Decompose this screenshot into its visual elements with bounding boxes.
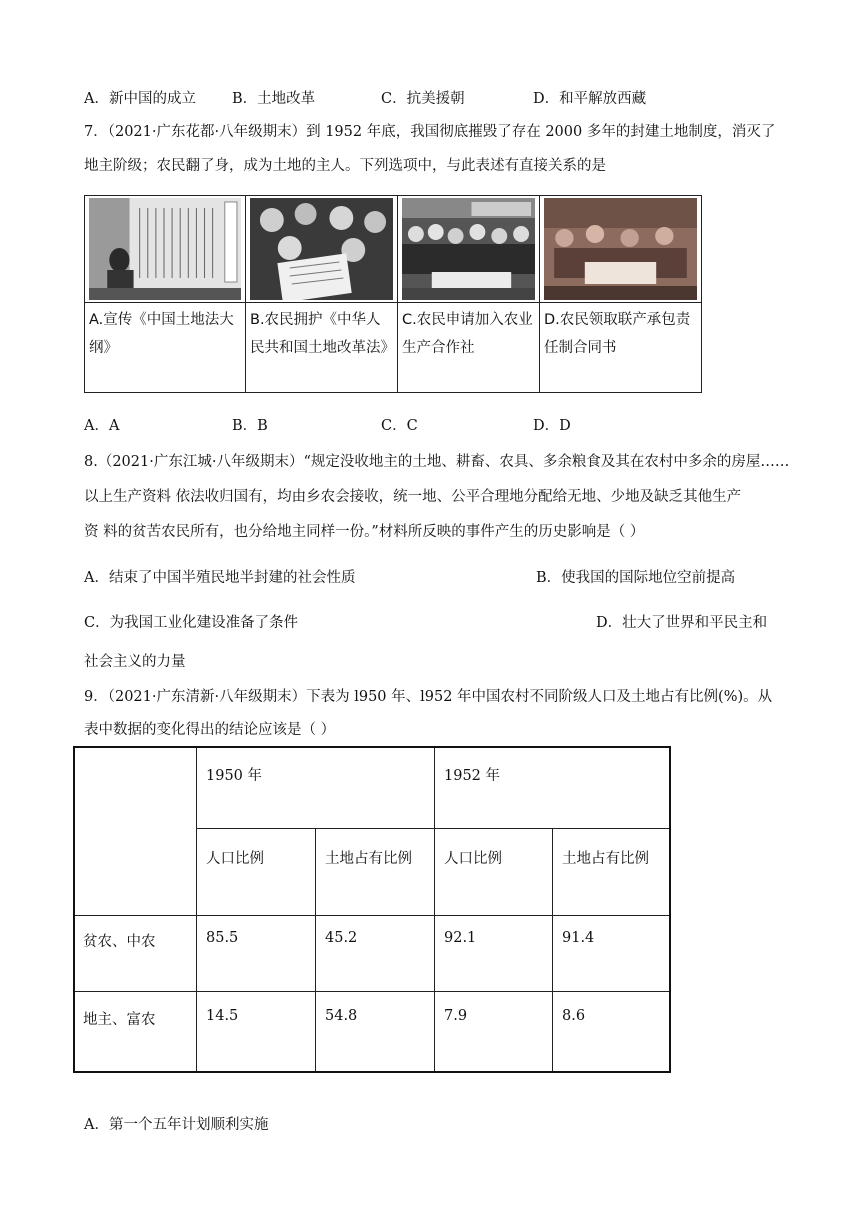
table-cell: 85.5 [206,930,239,946]
q7-option-a: A．A [84,418,120,434]
header-year-1952: 1952 年 [444,768,501,784]
q7-image-cell-a [85,196,246,392]
q8-option-b: B．使我国的国际地位空前提高 [536,570,736,586]
q6-option-b: B．土地改革 [232,91,316,107]
q7-caption-d: D.农民领取联产承包责任制合同书 [544,312,691,356]
table-hline [196,828,669,829]
q6-option-c: C．抗美援朝 [381,91,465,107]
q8-option-c: C．为我国工业化建设准备了条件 [84,615,299,631]
q7-option-d: D．D [533,418,571,434]
q7-stem-line2: 地主阶级；农民翻了身，成为土地的主人。下列选项中，与此表述有直接关系的是 [84,158,606,174]
q7-caption-c: C.农民申请加入农业生产合作社 [402,312,533,356]
q9-stem-line2: 表中数据的变化得出的结论应该是（ ） [84,722,336,738]
table-cell: 92.1 [444,930,477,946]
meeting-photo-icon [402,198,535,300]
table-cell: 14.5 [206,1008,239,1024]
q8-stem-line3: 资 料的贫苦农民所有，也分给地主同样一份。”材料所反映的事件产生的历史影响是（ ） [84,524,645,540]
table-cell: 54.8 [325,1008,358,1024]
q9-stem-line1: 9．（2021·广东清新·八年级期末）下表为 l950 年、l952 年中国农村不同阶级人口及土地占有比例(%)。从 [84,689,773,705]
q6-option-d: D．和平解放西藏 [533,91,647,107]
signing-photo-icon [544,198,697,300]
q7-stem-line1: 7．（2021·广东花都·八年级期末）到 1952 年底，我国彻底摧毁了存在 2000 多年的封建土地制度，消灭了 [84,124,776,140]
table-cell: 7.9 [444,1008,468,1024]
table-hline [75,915,669,916]
subheader-cell: 土地占有比例 [325,851,412,867]
subheader-cell: 土地占有比例 [562,851,649,867]
table-hline [75,991,669,992]
poster-photo-icon [89,198,241,300]
q6-option-a: A．新中国的成立 [84,91,196,107]
q8-option-d: D．壮大了世界和平民主和 [596,615,768,631]
q8-option-a: A．结束了中国半殖民地半封建的社会性质 [84,570,356,586]
q7-option-b: B．B [232,418,268,434]
q9-data-table [73,746,671,1073]
q8-option-d-continued: 社会主义的力量 [84,654,186,670]
q7-option-c: C．C [381,418,418,434]
subheader-cell: 人口比例 [444,851,502,867]
q8-stem-line2: 以上生产资料 依法收归国有，均由乡农会接收，统一地、公平合理地分配给无地、少地及缺乏其他生产 [84,489,742,505]
q7-image-options-table [84,195,702,393]
table-cell: 91.4 [562,930,595,946]
table-vline [552,828,553,1071]
q7-caption-b: B.农民拥护《中华人民共和国土地改革法》 [250,312,395,356]
q7-image-cell-d [540,196,701,392]
table-vline [315,828,316,1071]
q9-option-a: A．第一个五年计划顺利实施 [84,1117,269,1133]
q7-image-cell-b [246,196,398,392]
subheader-cell: 人口比例 [206,851,264,867]
q8-stem-line1: 8.（2021·广东江城·八年级期末）“规定没收地主的土地、耕畜、农具、多余粮食及其在农村中多余的房屋…… [84,454,790,470]
q7-image-cell-c [398,196,540,392]
crowd-reading-photo-icon [250,198,393,300]
table-cell: 45.2 [325,930,358,946]
table-vline [196,748,197,1071]
row-label: 地主、富农 [83,1012,156,1028]
q7-caption-a: A.宣传《中国土地法大纲》 [89,312,234,356]
table-cell: 8.6 [562,1008,586,1024]
row-label: 贫农、中农 [83,934,156,950]
table-vline [434,748,435,1071]
header-year-1950: 1950 年 [206,768,263,784]
